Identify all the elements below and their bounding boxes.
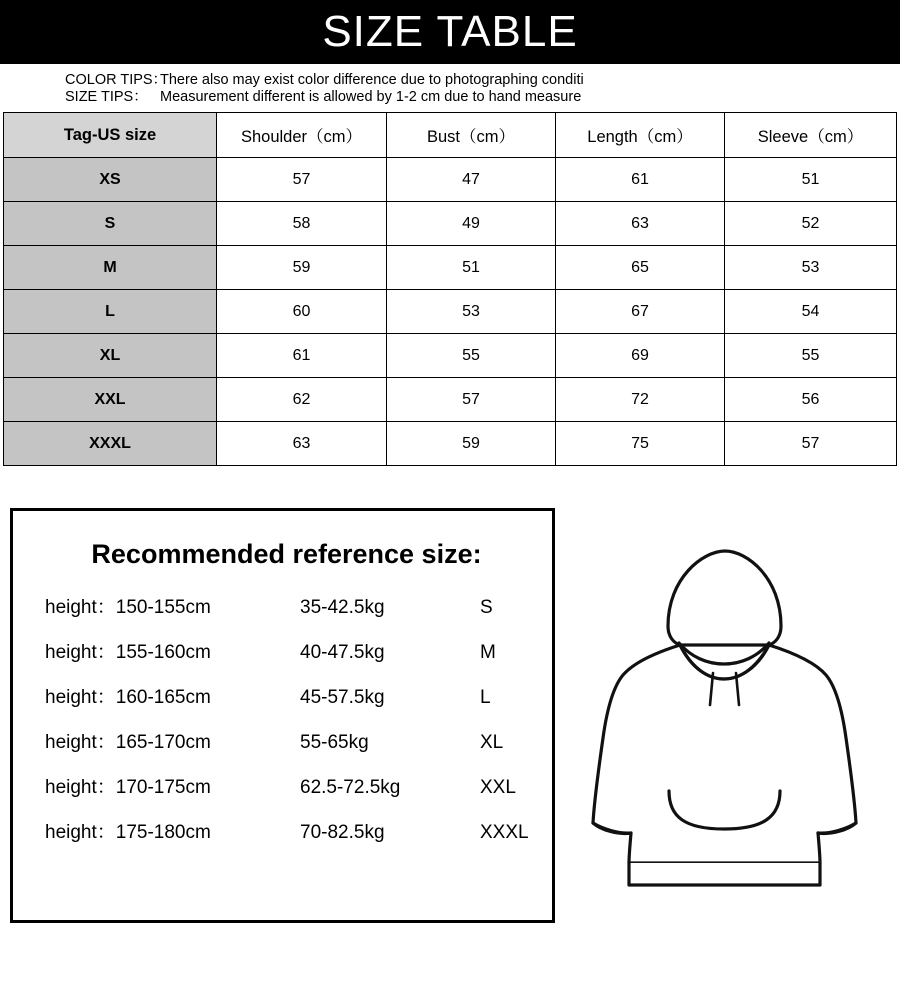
size-table-head [4, 113, 897, 158]
ref-size: M [480, 642, 496, 663]
cell-size: XS [4, 158, 217, 202]
tips-block [0, 64, 900, 112]
cell-sleeve: 51 [725, 158, 897, 202]
cell-length: 61 [556, 158, 725, 202]
ref-size: XL [480, 732, 504, 753]
cell-shoulder: 60 [217, 290, 387, 334]
cell-length: 65 [556, 246, 725, 290]
list-item [13, 772, 552, 799]
size-tips-value: Measurement different is allowed by 1-2 cm due to hand measure [160, 89, 582, 105]
color-tips-label: COLOR TIPS： [65, 72, 168, 88]
cell-size: M [4, 246, 217, 290]
ref-height: height：155-160cm [45, 642, 211, 663]
table-row [4, 246, 897, 290]
list-item [13, 592, 552, 619]
cell-length: 69 [556, 334, 725, 378]
cell-size: XXL [4, 378, 217, 422]
cell-shoulder: 62 [217, 378, 387, 422]
cell-size: XL [4, 334, 217, 378]
hoodie-illustration-icon [573, 533, 873, 923]
ref-height: height：175-180cm [45, 822, 211, 843]
ref-weight: 55-65kg [300, 732, 369, 753]
cell-sleeve: 53 [725, 246, 897, 290]
cell-sleeve: 52 [725, 202, 897, 246]
size-table-body [4, 158, 897, 466]
list-item [13, 727, 552, 754]
cell-size: S [4, 202, 217, 246]
table-row [4, 290, 897, 334]
ref-size: XXXL [480, 822, 529, 843]
cell-size: L [4, 290, 217, 334]
cell-sleeve: 57 [725, 422, 897, 466]
cell-bust: 59 [387, 422, 556, 466]
list-item [13, 817, 552, 844]
figure-area [555, 508, 890, 923]
cell-sleeve: 55 [725, 334, 897, 378]
ref-weight: 45-57.5kg [300, 687, 385, 708]
column-header-tag-us-size: Tag-US size [4, 113, 217, 158]
column-header-sleeve: Sleeve（cm） [725, 113, 897, 158]
cell-length: 72 [556, 378, 725, 422]
table-row [4, 334, 897, 378]
cell-sleeve: 56 [725, 378, 897, 422]
cell-shoulder: 61 [217, 334, 387, 378]
cell-shoulder: 58 [217, 202, 387, 246]
ref-height: height：165-170cm [45, 732, 211, 753]
column-header-length: Length（cm） [556, 113, 725, 158]
size-table [3, 112, 897, 466]
ref-size: L [480, 687, 491, 708]
ref-weight: 35-42.5kg [300, 597, 385, 618]
table-row [4, 202, 897, 246]
column-header-shoulder: Shoulder（cm） [217, 113, 387, 158]
cell-shoulder: 57 [217, 158, 387, 202]
page-title: SIZE TABLE [322, 7, 578, 56]
cell-sleeve: 54 [725, 290, 897, 334]
cell-length: 63 [556, 202, 725, 246]
ref-weight: 62.5-72.5kg [300, 777, 401, 798]
cell-shoulder: 59 [217, 246, 387, 290]
table-row [4, 422, 897, 466]
ref-weight: 40-47.5kg [300, 642, 385, 663]
tips-row-size [0, 89, 900, 106]
recommended-title: Recommended reference size: [91, 539, 482, 569]
ref-height: height：170-175cm [45, 777, 211, 798]
color-tips-value: There also may exist color difference due to photographing conditi [160, 72, 584, 88]
cell-bust: 51 [387, 246, 556, 290]
tips-row-color [0, 72, 900, 89]
cell-length: 67 [556, 290, 725, 334]
cell-bust: 55 [387, 334, 556, 378]
list-item [13, 682, 552, 709]
ref-height: height：150-155cm [45, 597, 211, 618]
column-header-bust: Bust（cm） [387, 113, 556, 158]
table-row [4, 378, 897, 422]
recommended-reference-box [10, 508, 555, 923]
ref-size: S [480, 597, 493, 618]
table-header-row [4, 113, 897, 158]
title-banner [0, 0, 900, 64]
cell-bust: 49 [387, 202, 556, 246]
size-tips-label: SIZE TIPS： [65, 89, 148, 105]
ref-size: XXL [480, 777, 516, 798]
cell-size: XXXL [4, 422, 217, 466]
list-item [13, 637, 552, 664]
cell-bust: 53 [387, 290, 556, 334]
cell-bust: 47 [387, 158, 556, 202]
ref-height: height：160-165cm [45, 687, 211, 708]
cell-length: 75 [556, 422, 725, 466]
cell-shoulder: 63 [217, 422, 387, 466]
ref-weight: 70-82.5kg [300, 822, 385, 843]
table-row [4, 158, 897, 202]
cell-bust: 57 [387, 378, 556, 422]
lower-section [0, 508, 900, 923]
